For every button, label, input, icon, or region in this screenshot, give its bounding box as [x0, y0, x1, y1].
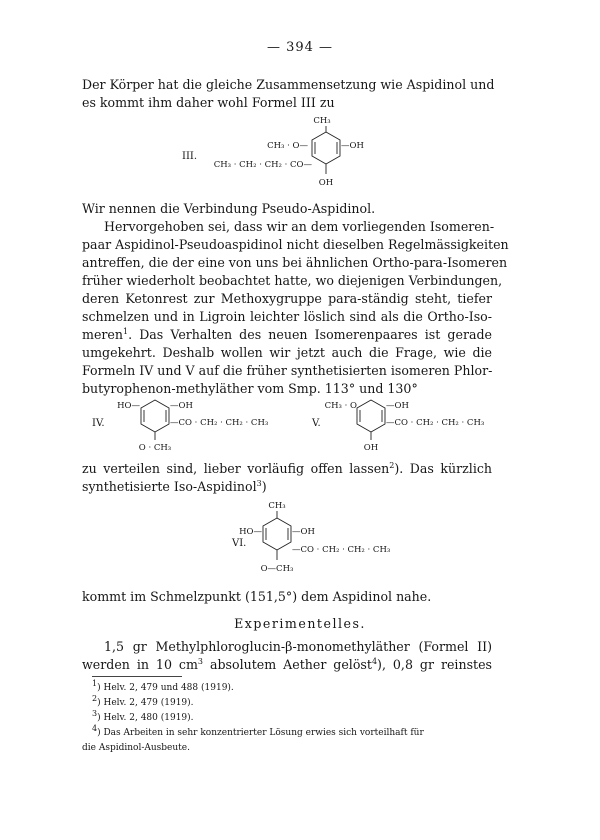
- text-line: Hervorgehoben sei, dass wir an dem vorliegenden Isomeren-: [104, 219, 495, 234]
- section-heading: Experimentelles.: [234, 616, 366, 631]
- formula-label: VI.: [232, 538, 247, 549]
- formula-label: IV.: [92, 418, 105, 429]
- text-line: meren$^1$. Das Verhalten des neuen Isomerenpaares ist gerade: [82, 326, 492, 342]
- text-line: paar Aspidinol-Pseudoaspidinol nicht dieselben Regelmässigkeiten: [82, 237, 509, 252]
- formula-vi: [0, 496, 600, 586]
- text-line: Der Körper hat die gleiche Zusammensetzung wie Aspidinol und: [82, 77, 495, 92]
- formula-group: —CO · CH₂ · CH₂ · CH₃: [170, 418, 269, 428]
- text-line: kommt im Schmelzpunkt (151,5°) dem Aspidinol nahe.: [82, 589, 432, 604]
- formula-group: O—CH₃: [260, 564, 294, 574]
- formula-group: CH₃ · O: [324, 401, 357, 411]
- footnote: $^1$) Helv. 2, 479 und 488 (1919).: [92, 679, 234, 693]
- formula-group: HO—: [117, 401, 140, 411]
- text-line: schmelzen und in Ligroin leichter löslich sind als die Ortho-Iso-: [82, 309, 492, 324]
- text-line: deren Ketonrest zur Methoxygruppe para-ständig steht, tiefer: [82, 291, 492, 306]
- text-line: butyrophenon-methyläther vom Smp. 113° und 130°: [82, 381, 418, 396]
- formula-group: CH₃: [268, 501, 286, 511]
- text-line: 1,5 gr Methylphloroglucin-β-monomethyläther (Formel II): [104, 639, 492, 654]
- footnote: die Aspidinol-Ausbeute.: [82, 743, 190, 753]
- text-line: früher wiederholt beobachtet hatte, wo diejenigen Verbindungen,: [82, 273, 503, 288]
- text-line: werden in 10 $cm^3$ absolutem Aether gelöst$^4$), 0,8 gr reinstes: [82, 656, 493, 672]
- text-line: zu verteilen sind, lieber vorläufig offen lassen$^2$). Das kürzlich: [82, 460, 493, 476]
- formula-group: —OH: [170, 401, 193, 411]
- formula-group: —OH: [386, 401, 409, 411]
- formula-group: O · CH₃: [138, 443, 172, 453]
- formula-group: CH₃ · O—: [267, 141, 308, 151]
- formula-group: —CO · CH₂ · CH₂ · CH₃: [386, 418, 485, 428]
- formula-group: HO—: [239, 527, 262, 537]
- footnote: $^2$) Helv. 2, 479 (1919).: [92, 694, 194, 708]
- text-line: Wir nennen die Verbindung Pseudo-Aspidinol.: [82, 201, 376, 216]
- formula-group: CH₃ · CH₂ · CH₂ · CO—: [213, 160, 312, 170]
- formula-group: —CO · CH₂ · CH₂ · CH₃: [292, 545, 391, 555]
- formula-group: —OH: [292, 527, 315, 537]
- formula-group: —OH: [341, 141, 364, 151]
- formula-group: OH: [318, 178, 334, 188]
- formula-label: III.: [182, 151, 198, 162]
- footnote: $^3$) Helv. 2, 480 (1919).: [92, 709, 194, 723]
- footnote: $^4$) Das Arbeiten in sehr konzentrierter Lösung erwies sich vorteilhaft für: [92, 724, 424, 738]
- formula-label: V.: [312, 418, 321, 429]
- formula-group: CH₃: [313, 116, 331, 126]
- page-number: — 394 —: [266, 40, 334, 55]
- formula-iii: [0, 112, 600, 192]
- formula-v: [0, 396, 600, 456]
- text-line: Formeln IV und V auf die früher synthetisierten isomeren Phlor-: [82, 363, 493, 378]
- text-line: umgekehrt. Deshalb wollen wir jetzt auch die Frage, wie die: [82, 345, 492, 360]
- text-line: antreffen, die der eine von uns bei ähnlichen Ortho-para-Isomeren: [82, 255, 508, 270]
- text-line: synthetisierte Iso-Aspidinol$^3$): [82, 478, 267, 494]
- formula-group: OH: [363, 443, 379, 453]
- text-line: es kommt ihm daher wohl Formel III zu: [82, 95, 335, 110]
- footnote-rule: [92, 676, 182, 677]
